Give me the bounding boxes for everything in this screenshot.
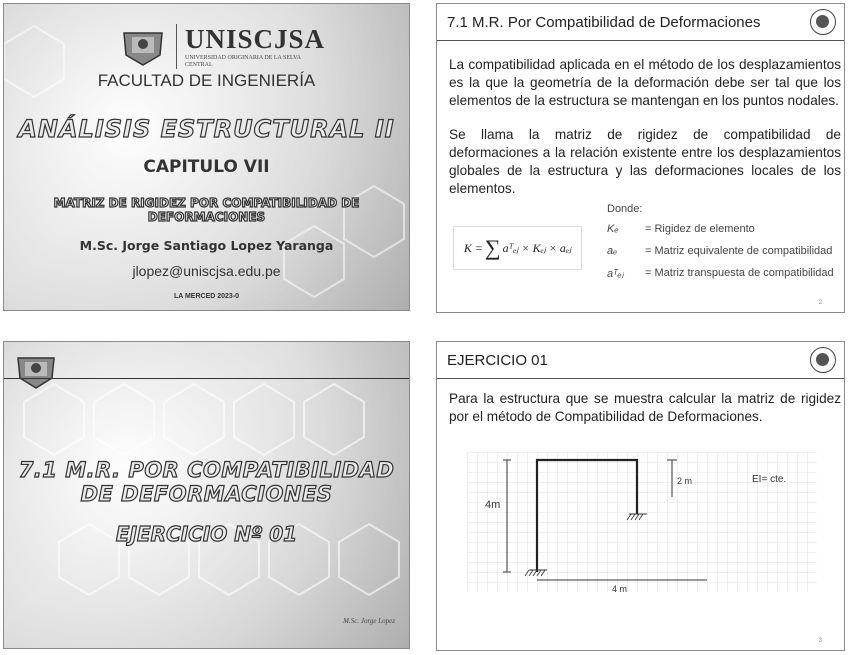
formula-lhs: K = bbox=[463, 240, 483, 255]
logo-subtitle: UNIVERSIDAD ORIGINARIA DE LA SELVA CENTRAL bbox=[185, 55, 301, 68]
university-logo bbox=[120, 24, 325, 69]
chapter-title: CAPITULO VII bbox=[143, 157, 270, 177]
university-seal-icon bbox=[810, 347, 836, 373]
paragraph-definition: Se llama la matriz de rigidez de compatibilidad de deformaciones a la relación existente entre los desplazamientos globales de la estructura y las deformaciones locales de los elementos. bbox=[449, 127, 841, 196]
page-number: 3 bbox=[818, 638, 822, 644]
paragraph-compatibility: La compatibilidad aplicada en el método de los desplazamientos es la que la geometría de la deformación debe ser tal que los elementos de la estructura se mantengan en los puntos nodales. bbox=[449, 57, 841, 108]
definition-symbol: Kₑ bbox=[607, 223, 619, 235]
slide-title: 7.1 M.R. Por Compatibilidad de Deformaciones bbox=[447, 14, 761, 31]
slide-3-section[interactable] bbox=[3, 341, 410, 649]
slide-2-theory[interactable] bbox=[436, 3, 845, 313]
height-left-label: 4m bbox=[485, 499, 501, 511]
span-label: 4 m bbox=[612, 584, 628, 592]
frame-sketch bbox=[467, 452, 817, 592]
definition-row bbox=[607, 223, 755, 235]
university-logo bbox=[14, 352, 58, 395]
exercise-title: EJERCICIO Nº 01 bbox=[115, 522, 298, 546]
slide-header bbox=[437, 342, 844, 379]
ei-note: EI= cte. bbox=[752, 474, 787, 485]
stiffness-formula bbox=[453, 226, 582, 270]
header-divider bbox=[4, 378, 409, 379]
exercise-statement: Para la estructura que se muestra calcular la matriz de rigidez por el método de Compatibilidad de Deformaciones. bbox=[449, 391, 841, 424]
definitions-box bbox=[601, 200, 845, 292]
slide-header bbox=[437, 4, 844, 41]
course-title: ANÁLISIS ESTRUCTURAL II bbox=[18, 115, 395, 143]
definition-symbol: aₑ bbox=[607, 245, 618, 257]
author-signature: M.Sc. Jorge Lopez bbox=[343, 617, 395, 625]
date-label: LA MERCED 2023-0 bbox=[173, 293, 240, 300]
slide-title: EJERCICIO 01 bbox=[447, 352, 548, 369]
slide-4-exercise[interactable] bbox=[436, 341, 845, 651]
slide-1-title[interactable] bbox=[3, 3, 410, 311]
definition-text: = Matriz equivalente de compatibilidad bbox=[645, 245, 833, 257]
shield-icon bbox=[120, 27, 166, 67]
author-name: M.Sc. Jorge Santiago Lopez Yaranga bbox=[79, 238, 334, 253]
where-label: Donde: bbox=[607, 203, 643, 215]
summation-symbol: ∑ bbox=[484, 235, 501, 260]
section-title: 7.1 M.R. POR COMPATIBILIDAD DE DEFORMACIONES bbox=[18, 458, 395, 506]
logo-name: UNISCJSA bbox=[185, 24, 326, 54]
height-right-label: 2 m bbox=[677, 476, 693, 486]
shield-icon bbox=[14, 352, 58, 390]
definition-text: = Rigidez de elemento bbox=[645, 223, 755, 235]
faculty-name: FACULTAD DE INGENIERÍA bbox=[97, 71, 316, 90]
university-seal-icon bbox=[810, 9, 836, 35]
definition-symbol: aᵀₑⱼ bbox=[607, 268, 624, 280]
author-email: jlopez@uniscjsa.edu.pe bbox=[132, 263, 281, 279]
topic-title: MATRIZ DE RIGIDEZ POR COMPATIBILIDAD DE DEFORMACIONES bbox=[53, 196, 360, 224]
definition-row bbox=[607, 245, 832, 257]
definition-row bbox=[607, 267, 834, 280]
page-number: 2 bbox=[818, 300, 822, 306]
definition-text: = Matriz transpuesta de compatibilidad bbox=[645, 267, 834, 279]
formula-rhs: aᵀₑⱼ × Kₑⱼ × aₑⱼ bbox=[502, 240, 572, 255]
